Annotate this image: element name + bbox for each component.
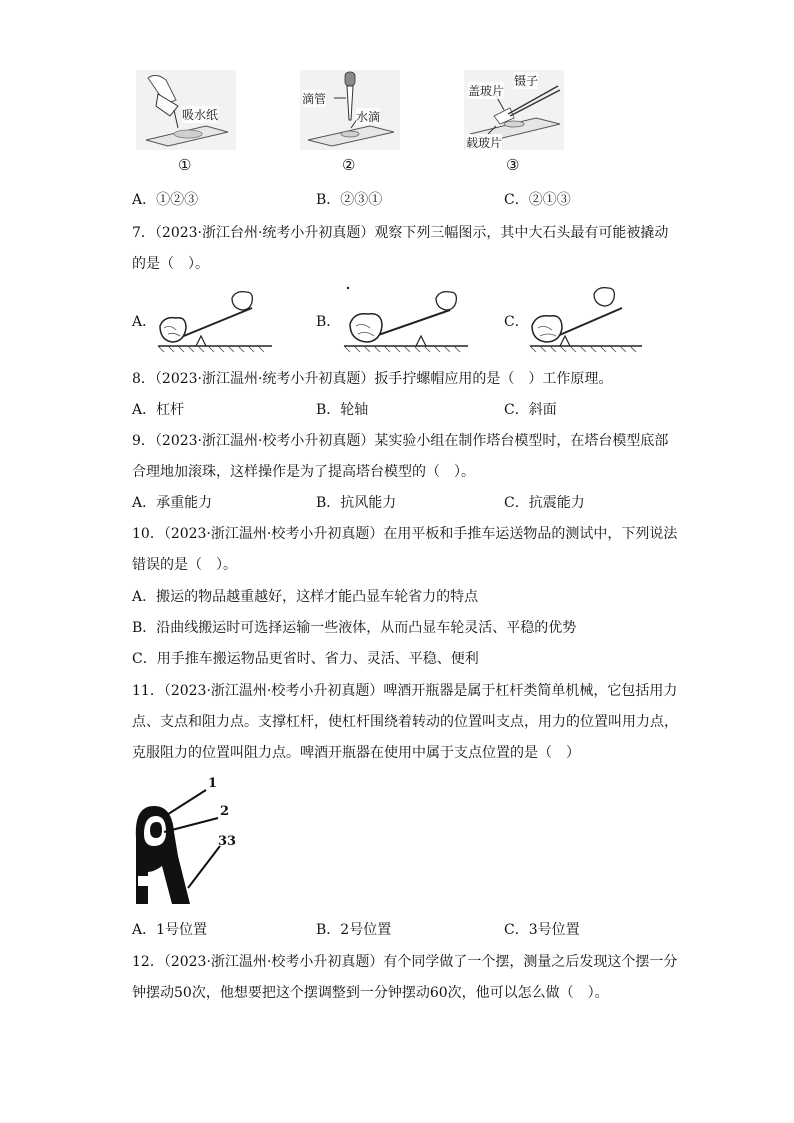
q8-option-a: A．杠杆 (132, 402, 185, 418)
q11-option-b: B．2号位置 (316, 922, 392, 938)
figure-1-label: 吸水纸 (182, 108, 219, 122)
q7-stem-line-1: 7．（2023·浙江台州·统考小升初真题）观察下列三幅图示，其中大石头最有可能被撬动 (132, 225, 669, 241)
q10-stem-line-2: 错误的是（ ）。 (132, 557, 237, 573)
q8-option-c: C．斜面 (504, 402, 557, 418)
q7-option-b: B． (316, 314, 341, 330)
q11-figure-label-2: 2 (220, 804, 230, 819)
q10-option-b: B．沿曲线搬运时可选择运输一些液体，从而凸显车轮灵活、平稳的优势 (132, 620, 577, 636)
figure-3-label-slide: 载玻片 (466, 136, 503, 150)
q10-option-c: C．用手推车搬运物品更省时、省力、灵活、平稳、便利 (132, 651, 479, 667)
q11-option-a: A．1号位置 (132, 922, 208, 938)
figure-3-label-cover-slip: 盖玻片 (468, 84, 505, 98)
figure-2-number: ② (342, 156, 356, 174)
q11-figure-label-1: 1 (208, 776, 218, 791)
q12-stem-line-2: 钟摆动50次，他想要把这个摆调整到一分钟摆动60次，他可以怎么做（ ）。 (132, 985, 609, 1001)
q11-figure-label-3: 33 (218, 834, 237, 849)
q8-option-b: B．轮轴 (316, 402, 369, 418)
q9-stem-line-2: 合理地加滚珠，这样操作是为了提高塔台模型的（ ）。 (132, 464, 475, 480)
q7-option-c: C． (504, 314, 529, 330)
figure-3-cover-slip (464, 70, 564, 150)
q7-figure-b-lever (340, 286, 470, 356)
q7-figure-a-lever (154, 286, 274, 356)
figure-1-number: ① (178, 156, 192, 174)
q9-option-a: A．承重能力 (132, 495, 213, 511)
figure-3-label-tweezers: 镊子 (514, 74, 539, 88)
q6-option-a: A．①②③ (132, 192, 199, 208)
q7-option-a: A． (132, 314, 157, 330)
figure-2-dropper (300, 70, 400, 150)
q11-option-c: C．3号位置 (504, 922, 580, 938)
q7-figure-c-lever (526, 286, 646, 356)
figure-2-label-dropper: 滴管 (302, 92, 327, 106)
q10-option-a: A．搬运的物品越重越好，这样才能凸显车轮省力的特点 (132, 589, 479, 605)
q10-stem-line-1: 10．（2023·浙江温州·校考小升初真题）在用平板和手推车运送物品的测试中，下列说法 (132, 526, 678, 542)
figure-2-drawing (300, 70, 400, 150)
q8-stem: 8．（2023·浙江温州·统考小升初真题）扳手拧螺帽应用的是（ ）工作原理。 (132, 371, 613, 387)
figure-3-number: ③ (506, 156, 520, 174)
q11-stem-line-3: 克服阻力的位置叫阻力点。啤酒开瓶器在使用中属于支点位置的是（ ） (132, 745, 580, 761)
figure-1-blotting-paper (136, 70, 236, 150)
figure-2-label-water-drop: 水滴 (356, 110, 381, 124)
q11-stem-line-1: 11．（2023·浙江温州·校考小升初真题）啤酒开瓶器是属于杠杆类简单机械，它包括用力 (132, 683, 678, 699)
q9-stem-line-1: 9．（2023·浙江温州·校考小升初真题）某实验小组在制作塔台模型时，在塔台模型底部 (132, 433, 669, 449)
q12-stem-line-1: 12．（2023·浙江温州·校考小升初真题）有个同学做了一个摆，测量之后发现这个摆一分 (132, 954, 678, 970)
q11-figure-bottle-opener (132, 776, 242, 904)
q6-option-c: C．②①③ (504, 192, 571, 208)
q6-option-b: B．②③① (316, 192, 383, 208)
q9-option-c: C．抗震能力 (504, 495, 585, 511)
q9-option-b: B．抗风能力 (316, 495, 397, 511)
q11-stem-line-2: 点、支点和阻力点。支撑杠杆，使杠杆围绕着转动的位置叫支点，用力的位置叫用力点， (132, 714, 678, 730)
q7-stem-line-2: 的是（ ）。 (132, 256, 209, 272)
